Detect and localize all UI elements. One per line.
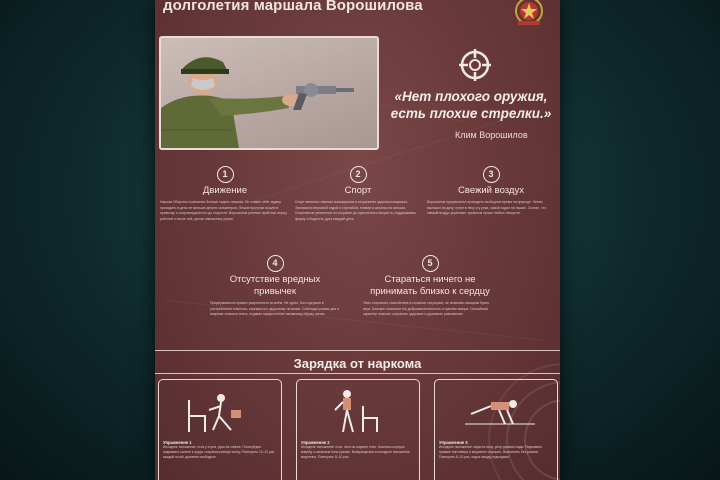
principle-title: Спорт: [344, 185, 372, 196]
principle-body: Придерживался правил умеренности во всём. Не курил, был сдержан в употреблении алкоголя, стремился к здоровому питанию. Соблюдал режим дня и вовремя ложился спать, отдавая предпочтение активному образу жизни.: [210, 301, 340, 317]
principle-body: Ворошилов предпочитал проводить свободное время на природе. Летом выезжал на дачу, гулял в лесу и у реки, зимой ходил на лыжах. Считал, что свежий воздух укрепляет организм лучше любых лекарств.: [427, 200, 547, 216]
principle-body: Умел сохранять спокойствие в сложных ситуациях, не позволял эмоциям брать верх. Близкие отмечали его доброжелательность и чувство юмора. Спокойный характер помогал сохранять здоровье и душевное равновесие.: [363, 301, 490, 317]
exercise-body: Исходное положение: стоя у стула, руки на спинке. Поочерёдно поднимать колени к груди, сохраняя ровную спину. Повторить 10–12 раз каждой ногой, дыхание свободное.: [163, 445, 275, 460]
principle-body: Нарком Обороны стремился больше ходить пешком. Он ставил себе задачу проходить в день не меньше десяти километров. Пешие прогулки вошли в привычку и сопровождали его до старости. Ворошилов успевал пройтись перед работой и после неё, делая гимнастику утром.: [160, 200, 287, 221]
exercise-body: Исходное положение: сидя на полу, упор руками сзади. Поднимать прямые ноги вверх и медленно опускать. Выполнять без рывков. Повторить 8–10 раз, отдых между подходами.: [439, 445, 543, 460]
poster-title: долголетия маршала Ворошилова: [163, 0, 423, 14]
target-icon: [458, 48, 492, 82]
exercise-card-2: [296, 379, 420, 480]
principle-number: 2: [350, 166, 367, 183]
exercise-label: Упражнение 2: [301, 440, 330, 445]
principle-number: 4: [267, 255, 284, 272]
illustration-marshal: [159, 36, 379, 150]
exercises-title: Зарядка от наркома: [293, 356, 422, 371]
principle-4: [210, 253, 340, 318]
quote-text: «Нет плохого оружия, есть плохие стрелки.»: [390, 89, 552, 121]
principle-title: Свежий воздух: [458, 185, 524, 196]
principle-number: 1: [217, 166, 234, 183]
section-divider: [155, 350, 560, 351]
principle-2: [295, 164, 421, 222]
marshal-illustration: [161, 38, 377, 148]
exercise-2-figure: [297, 380, 417, 440]
exercise-3-figure: [435, 380, 555, 440]
exercise-label: Упражнение 3: [439, 440, 468, 445]
exercise-card-3: [434, 379, 558, 480]
poster: [155, 0, 560, 480]
principle-title: Отсутствие вредных привычек: [229, 274, 321, 297]
principle-1: [160, 164, 290, 222]
principle-3: [427, 164, 555, 217]
exercise-card-1: [158, 379, 282, 480]
principle-5: [363, 253, 497, 318]
quote-author: Клим Ворошилов: [455, 130, 528, 140]
exercise-label: Упражнение 1: [163, 440, 192, 445]
emblem-icon: [512, 0, 546, 28]
exercise-body: Исходное положение: стоя, ноги на ширине плеч. Наклоны корпуса вперёд с касанием пола руками. Возвращаться в исходное положение медленно. Повторить 8–10 раз.: [301, 445, 410, 460]
exercise-1-figure: [159, 380, 279, 440]
principle-number: 3: [483, 166, 500, 183]
principle-title: Стараться ничего не принимать близко к сердцу: [370, 274, 490, 297]
principle-number: 5: [422, 255, 439, 272]
principle-title: Движение: [202, 185, 248, 196]
principle-body: Спорт являлся главным помощником в сохранении здоровья маршала. Занимался верховой ездой и стрельбой, плавал и катался на коньках. Спортивные увлечения он сохранял до преклонного возраста, поддерживая форму и бодрость духа каждый день.: [295, 200, 416, 221]
